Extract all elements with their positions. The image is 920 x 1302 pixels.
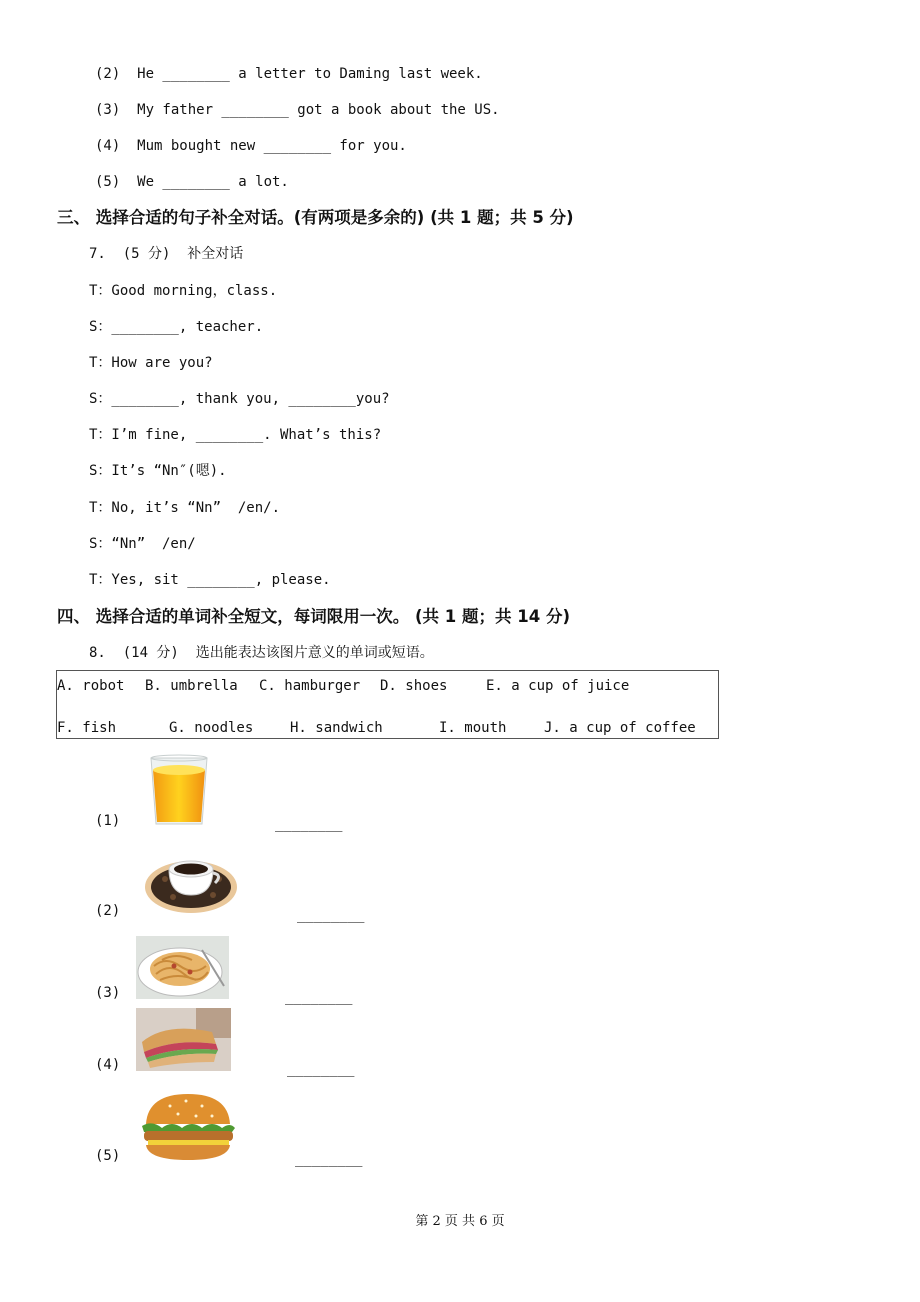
- picture-item-label: (3): [95, 985, 121, 1001]
- option-g: G. noodles: [169, 720, 254, 736]
- hamburger-icon: [140, 1090, 237, 1162]
- option-e: E. a cup of juice: [486, 678, 630, 694]
- dialogue-line: T：I’m fine, ________. What’s this?: [89, 427, 382, 443]
- answer-blank[interactable]: ________: [275, 816, 343, 832]
- page-footer: 第 2 页 共 6 页: [415, 1214, 505, 1229]
- dialogue-line: T：How are you?: [89, 355, 213, 371]
- fill-blank-item-4: (4) Mum bought new ________ for you.: [95, 138, 407, 154]
- option-f: F. fish: [57, 720, 117, 736]
- dialogue-line: T：Good morning，class.: [89, 283, 278, 299]
- option-j: J. a cup of coffee: [544, 720, 696, 736]
- picture-item-label: (2): [95, 903, 121, 919]
- noodles-plate-icon: [136, 936, 229, 999]
- section-four-heading: 四、 选择合适的单词补全短文，每词限用一次。 (共 1 题；共 14 分): [57, 607, 570, 626]
- question-8-title: 8. (14 分) 选出能表达该图片意义的单词或短语。: [89, 645, 434, 661]
- section-three-heading: 三、 选择合适的句子补全对话。(有两项是多余的) (共 1 题；共 5 分): [57, 208, 574, 227]
- picture-item-label: (4): [95, 1057, 121, 1073]
- picture-item-label: (5): [95, 1148, 121, 1164]
- option-a: A. robot: [57, 678, 125, 694]
- coffee-cup-icon: [143, 849, 239, 915]
- dialogue-line: T：No, it’s “Nn” /en/.: [89, 500, 281, 516]
- question-7-title: 7. (5 分) 补全对话: [89, 246, 244, 262]
- picture-item-label: (1): [95, 813, 121, 829]
- answer-blank[interactable]: ________: [285, 989, 353, 1005]
- option-i: I. mouth: [439, 720, 507, 736]
- fill-blank-item-5: (5) We ________ a lot.: [95, 174, 289, 190]
- sandwich-icon: [136, 1008, 231, 1071]
- option-c: C. hamburger: [259, 678, 361, 694]
- option-h: H. sandwich: [290, 720, 383, 736]
- fill-blank-item-3: (3) My father ________ got a book about the US.: [95, 102, 500, 118]
- answer-blank[interactable]: ________: [287, 1061, 355, 1077]
- answer-blank[interactable]: ________: [297, 907, 365, 923]
- juice-glass-icon: [147, 754, 211, 828]
- dialogue-line: S：________, teacher.: [89, 319, 264, 335]
- option-b: B. umbrella: [145, 678, 238, 694]
- option-d: D. shoes: [380, 678, 448, 694]
- word-options-box: [56, 670, 719, 739]
- fill-blank-item-2: (2) He ________ a letter to Daming last week.: [95, 66, 483, 82]
- dialogue-line: S：It’s “Nn″(嗯).: [89, 463, 227, 479]
- dialogue-line: S：________, thank you, ________you?: [89, 391, 390, 407]
- answer-blank[interactable]: ________: [295, 1151, 363, 1167]
- dialogue-line: S：“Nn” /en/: [89, 536, 196, 552]
- dialogue-line: T：Yes, sit ________, please.: [89, 572, 331, 588]
